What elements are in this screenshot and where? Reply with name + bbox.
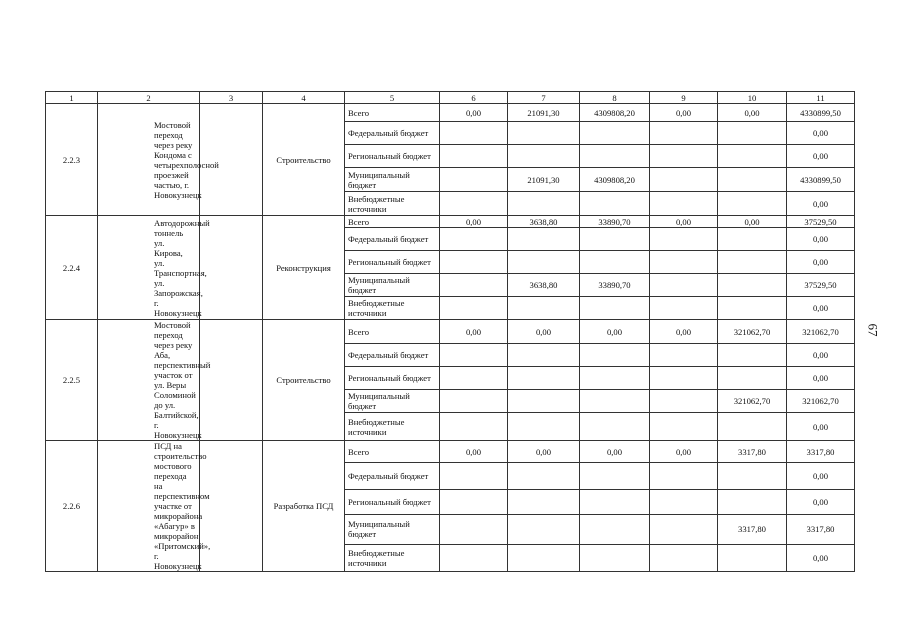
funding-source: Муниципальный бюджет (345, 168, 440, 192)
total-cell: 37529,50 (787, 216, 855, 228)
value-cell (440, 168, 508, 192)
value-cell (508, 192, 580, 216)
value-cell (580, 297, 650, 320)
value-cell (508, 489, 580, 514)
value-cell (650, 228, 718, 251)
value-cell (580, 514, 650, 544)
value-cell: 4309808,20 (580, 104, 650, 122)
value-cell (650, 274, 718, 297)
total-cell: 37529,50 (787, 274, 855, 297)
value-cell (718, 192, 787, 216)
total-cell: 0,00 (787, 251, 855, 274)
value-cell: 0,00 (508, 320, 580, 344)
funding-source: Федеральный бюджет (345, 463, 440, 489)
value-cell (718, 367, 787, 390)
value-cell (718, 297, 787, 320)
column-3-cell (200, 441, 263, 572)
funding-source: Всего (345, 216, 440, 228)
total-cell: 0,00 (787, 122, 855, 145)
value-cell (580, 344, 650, 367)
value-cell (718, 544, 787, 572)
value-cell (440, 297, 508, 320)
funding-source: Муниципальный бюджет (345, 390, 440, 413)
funding-source: Региональный бюджет (345, 489, 440, 514)
page-number: 67 (865, 323, 881, 337)
total-cell: 0,00 (787, 344, 855, 367)
funding-source: Федеральный бюджет (345, 228, 440, 251)
value-cell: 321062,70 (718, 390, 787, 413)
value-cell (718, 122, 787, 145)
value-cell (440, 344, 508, 367)
value-cell (650, 544, 718, 572)
value-cell: 0,00 (650, 441, 718, 463)
value-cell (580, 367, 650, 390)
column-number: 8 (580, 92, 650, 104)
value-cell (440, 367, 508, 390)
value-cell (650, 145, 718, 168)
value-cell (580, 390, 650, 413)
funding-source: Региональный бюджет (345, 367, 440, 390)
table-row (46, 216, 855, 228)
total-cell: 4330899,50 (787, 104, 855, 122)
value-cell (650, 344, 718, 367)
value-cell: 0,00 (440, 216, 508, 228)
value-cell (580, 122, 650, 145)
table-row (46, 441, 855, 463)
value-cell (650, 390, 718, 413)
table-row (46, 104, 855, 122)
object-name: Мостовой переход через реку Кондома с четырехполосной проезжей частью, г. Новокузнецк (98, 104, 200, 216)
value-cell (440, 228, 508, 251)
value-cell (580, 192, 650, 216)
value-cell (580, 228, 650, 251)
total-cell: 0,00 (787, 228, 855, 251)
funding-source: Внебюджетные источники (345, 297, 440, 320)
value-cell (508, 228, 580, 251)
value-cell (650, 297, 718, 320)
value-cell: 3638,80 (508, 216, 580, 228)
work-type: Строительство (263, 320, 345, 441)
value-cell (718, 251, 787, 274)
value-cell: 0,00 (718, 216, 787, 228)
object-name: ПСД на строительство мостового перехода на перспективном участке от микрорайона «Абагур» в микрорайон «Притомский», г. Новокузнецк (98, 441, 200, 572)
value-cell (718, 274, 787, 297)
value-cell (580, 544, 650, 572)
value-cell (650, 122, 718, 145)
value-cell: 3317,80 (718, 441, 787, 463)
column-number: 2 (98, 92, 200, 104)
column-number: 1 (46, 92, 98, 104)
value-cell: 4309808,20 (580, 168, 650, 192)
value-cell (440, 274, 508, 297)
funding-source: Внебюджетные источники (345, 413, 440, 441)
value-cell: 21091,30 (508, 168, 580, 192)
total-cell: 3317,80 (787, 514, 855, 544)
value-cell (508, 344, 580, 367)
column-3-cell (200, 216, 263, 320)
column-number: 5 (345, 92, 440, 104)
value-cell: 321062,70 (718, 320, 787, 344)
work-type: Реконструкция (263, 216, 345, 320)
value-cell (508, 463, 580, 489)
value-cell: 0,00 (580, 441, 650, 463)
total-cell: 321062,70 (787, 390, 855, 413)
value-cell (440, 192, 508, 216)
item-number: 2.2.3 (46, 104, 98, 216)
value-cell (650, 463, 718, 489)
value-cell (718, 463, 787, 489)
total-cell: 0,00 (787, 367, 855, 390)
value-cell (440, 390, 508, 413)
value-cell (718, 413, 787, 441)
funding-source: Федеральный бюджет (345, 344, 440, 367)
value-cell (508, 145, 580, 168)
total-cell: 4330899,50 (787, 168, 855, 192)
value-cell (440, 489, 508, 514)
value-cell (650, 367, 718, 390)
value-cell (508, 390, 580, 413)
column-number: 7 (508, 92, 580, 104)
value-cell (718, 145, 787, 168)
total-cell: 3317,80 (787, 441, 855, 463)
column-number: 10 (718, 92, 787, 104)
value-cell: 3317,80 (718, 514, 787, 544)
funding-source: Региональный бюджет (345, 145, 440, 168)
column-3-cell (200, 320, 263, 441)
value-cell (508, 413, 580, 441)
value-cell (650, 489, 718, 514)
funding-source: Региональный бюджет (345, 251, 440, 274)
value-cell: 0,00 (440, 104, 508, 122)
value-cell (718, 228, 787, 251)
column-number: 6 (440, 92, 508, 104)
column-number-row (46, 92, 855, 104)
total-cell: 0,00 (787, 463, 855, 489)
value-cell: 21091,30 (508, 104, 580, 122)
value-cell (580, 145, 650, 168)
funding-source: Федеральный бюджет (345, 122, 440, 145)
object-name: Мостовой переход через реку Аба, перспективный участок от ул. Веры Соломиной до ул. Балтийской, г. Новокузнецк (98, 320, 200, 441)
value-cell: 0,00 (650, 216, 718, 228)
value-cell (440, 145, 508, 168)
table-body (46, 92, 855, 572)
value-cell (650, 514, 718, 544)
funding-source: Муниципальный бюджет (345, 274, 440, 297)
funding-source: Муниципальный бюджет (345, 514, 440, 544)
value-cell (440, 514, 508, 544)
value-cell (650, 251, 718, 274)
total-cell: 0,00 (787, 489, 855, 514)
value-cell (650, 192, 718, 216)
funding-source: Всего (345, 441, 440, 463)
value-cell: 0,00 (508, 441, 580, 463)
value-cell (650, 413, 718, 441)
value-cell: 33890,70 (580, 216, 650, 228)
value-cell (580, 463, 650, 489)
value-cell (440, 122, 508, 145)
value-cell (508, 544, 580, 572)
value-cell: 0,00 (650, 320, 718, 344)
value-cell (508, 251, 580, 274)
item-number: 2.2.4 (46, 216, 98, 320)
value-cell (440, 463, 508, 489)
funding-source: Внебюджетные источники (345, 192, 440, 216)
value-cell: 0,00 (440, 441, 508, 463)
value-cell: 0,00 (580, 320, 650, 344)
work-type: Строительство (263, 104, 345, 216)
column-number: 11 (787, 92, 855, 104)
value-cell (580, 251, 650, 274)
total-cell: 0,00 (787, 297, 855, 320)
value-cell (440, 251, 508, 274)
value-cell (440, 413, 508, 441)
funding-table (45, 91, 855, 572)
value-cell: 0,00 (718, 104, 787, 122)
total-cell: 321062,70 (787, 320, 855, 344)
value-cell: 33890,70 (580, 274, 650, 297)
funding-source: Всего (345, 104, 440, 122)
value-cell: 0,00 (650, 104, 718, 122)
object-name: Автодорожный тоннель ул. Кирова, ул. Транспортная, ул. Запорожская, г. Новокузнецк (98, 216, 200, 320)
work-type: Разработка ПСД (263, 441, 345, 572)
funding-source: Всего (345, 320, 440, 344)
total-cell: 0,00 (787, 192, 855, 216)
value-cell (440, 544, 508, 572)
item-number: 2.2.6 (46, 441, 98, 572)
value-cell: 3638,80 (508, 274, 580, 297)
funding-source: Внебюджетные источники (345, 544, 440, 572)
value-cell (650, 168, 718, 192)
value-cell (718, 489, 787, 514)
value-cell (508, 122, 580, 145)
value-cell (718, 344, 787, 367)
total-cell: 0,00 (787, 413, 855, 441)
table-row (46, 320, 855, 344)
column-number: 3 (200, 92, 263, 104)
total-cell: 0,00 (787, 544, 855, 572)
value-cell: 0,00 (440, 320, 508, 344)
column-number: 9 (650, 92, 718, 104)
value-cell (580, 413, 650, 441)
total-cell: 0,00 (787, 145, 855, 168)
value-cell (508, 514, 580, 544)
column-number: 4 (263, 92, 345, 104)
value-cell (508, 297, 580, 320)
value-cell (718, 168, 787, 192)
value-cell (580, 489, 650, 514)
item-number: 2.2.5 (46, 320, 98, 441)
value-cell (508, 367, 580, 390)
